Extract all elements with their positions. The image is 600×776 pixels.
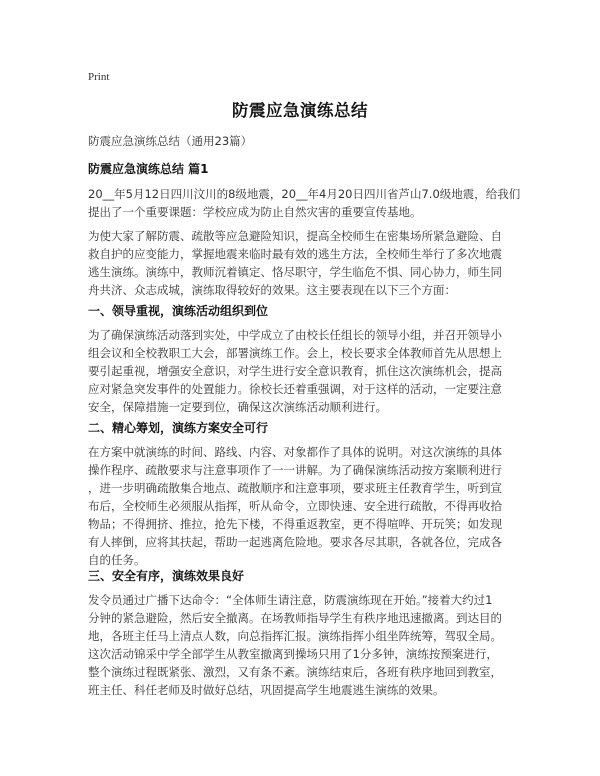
text-line: 舟共济、众志成城，演练取得较好的效果。这主要表现在以下三个方面： bbox=[88, 283, 456, 297]
text-line: 在方案中就演练的时间、路线、内容、对象都作了具体的说明。对这次演练的具体 bbox=[88, 445, 502, 459]
section-3-heading: 三、安全有序，演练效果良好 bbox=[88, 569, 245, 583]
section-3-paragraph bbox=[88, 591, 516, 699]
text-line: 分钟的紧急避险，然后安全撤离。在场教师指导学生有秩序地迅速撤离。到达目的 bbox=[88, 611, 502, 625]
text-line: 应对紧急突发事件的处置能力。徐校长还着重强调，对于这样的活动，一定要注意 bbox=[88, 382, 502, 396]
section-2-heading: 二、精心筹划，演练方案安全可行 bbox=[88, 421, 269, 435]
page-title: 防震应急演练总结 bbox=[232, 101, 368, 120]
text-line: 操作程序、疏散要求与注意事项作了一一讲解。为了确保演练活动按方案顺利进行 bbox=[88, 463, 502, 477]
text-line: 为使大家了解防震、疏散等应急避险知识，提高全校师生在密集场所紧急避险、自 bbox=[88, 229, 502, 243]
text-line: 发令员通过广播下达命令：“全体师生请注意，防震演练现在开始。”接着大约过1 bbox=[88, 593, 493, 607]
section-1-paragraph bbox=[88, 326, 516, 416]
text-line: 逃生演练。演练中，教师沉着镇定、恪尽职守，学生临危不惧、同心协力，师生同 bbox=[88, 265, 502, 279]
page-subtitle: 防震应急演练总结（通用23篇） bbox=[88, 134, 253, 148]
text-line: 20__年5月12日四川汶川的8级地震，20__年4月20日四川省芦山7.0级地震，给我们 bbox=[88, 187, 521, 201]
text-line: 班主任、科任老师及时做好总结，巩固提高学生地震逃生演练的效果。 bbox=[88, 683, 445, 697]
section-1-heading: 一、领导重视，演练活动组织到位 bbox=[88, 304, 269, 318]
text-line: 整个演练过程既紧张、激烈，又有条不紊。演练结束后，各班有秩序地回到教室， bbox=[88, 665, 502, 679]
text-line: 自的任务。 bbox=[88, 553, 146, 567]
text-line: 这次活动锦采中学全部学生从教室撤离到操场只用了1分多钟，演练按预案进行， bbox=[88, 647, 498, 661]
text-line: 提出了一个重要课题：学校应成为防止自然灾害的重要宣传基地。 bbox=[88, 205, 422, 219]
text-line: 有人摔倒，应将其扶起，帮助一起逃离危险地。要求各尽其职，各就各位，完成各 bbox=[88, 535, 502, 549]
text-line: 要引起重视，增强安全意识，对学生进行安全意识教育，抓住这次演练机会，提高 bbox=[88, 364, 502, 378]
text-line: 物品；不得拥挤、推拉，抢先下楼，不得重返教室，更不得喧哗、开玩笑；如发现 bbox=[88, 517, 502, 531]
text-line: ，进一步明确疏散集合地点、疏散顺序和注意事项，要求班主任教育学生，听到宣 bbox=[88, 481, 502, 495]
print-link[interactable]: Print bbox=[88, 71, 110, 83]
paragraph-2 bbox=[88, 227, 516, 299]
section-2-paragraph bbox=[88, 443, 516, 569]
text-line: 安全，保障措施一定要到位，确保这次演练活动顺利进行。 bbox=[88, 400, 387, 414]
text-line: 地，各班主任马上清点人数，向总指挥汇报。演练指挥小组坐阵统筹，驾驭全局。 bbox=[88, 629, 502, 643]
chapter-heading: 防震应急演练总结 篇1 bbox=[88, 162, 209, 176]
text-line: 为了确保演练活动落到实处，中学成立了由校长任组长的领导小组，并召开领导小 bbox=[88, 328, 502, 342]
text-line: 救自护的应变能力，掌握地震来临时最有效的逃生方法，全校师生举行了多次地震 bbox=[88, 247, 502, 261]
text-line: 组会议和全校教职工大会，部署演练工作。会上，校长要求全体教师首先从思想上 bbox=[88, 346, 502, 360]
intro-paragraph bbox=[88, 185, 521, 221]
text-line: 布后，全校师生必须服从指挥，听从命令，立即快速、安全进行疏散，不得再收拾 bbox=[88, 499, 502, 513]
